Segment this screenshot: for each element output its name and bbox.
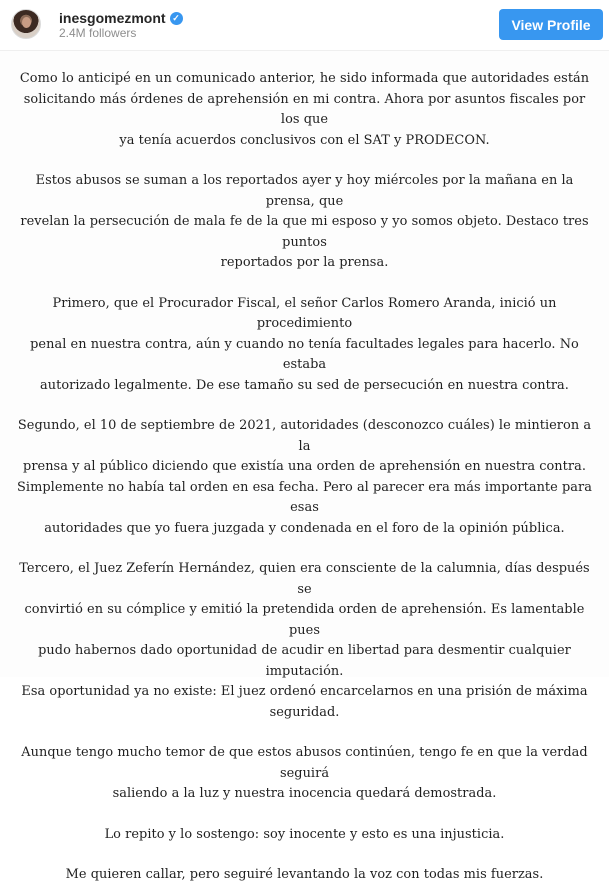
username-row	[59, 9, 183, 27]
statement-paragraph	[14, 171, 595, 274]
statement-line: seguridad.	[269, 704, 340, 720]
post-image	[0, 51, 609, 882]
statement-line: Simplemente no había tal orden en esa fecha. Pero al parecer era más importante para esas	[17, 479, 592, 515]
follower-count: 2.4M followers	[59, 26, 137, 40]
username-link[interactable]: inesgomezmont	[59, 10, 166, 26]
statement-line: Aunque tengo mucho temor de que estos abusos continúen, tengo fe en que la verdad seguirá	[21, 745, 588, 781]
statement-line: prensa y al público diciendo que existía una orden de aprehensión en nuestra contra.	[23, 459, 586, 474]
post-header	[0, 0, 609, 51]
statement-line: saliendo a la luz y nuestra inocencia quedará demostrada.	[112, 786, 497, 801]
statement-line: revelan la persecución de mala fe de la que mi esposo y yo somos objeto. Destaco tres puntos	[20, 214, 589, 250]
avatar-face	[22, 17, 31, 28]
statement-line: solicitando más órdenes de aprehensión en mi contra. Ahora por asuntos fiscales por los que	[23, 91, 586, 127]
statement-text	[14, 69, 595, 886]
statement-line: Lo repito y lo sostengo: soy inocente y esto es una injusticia.	[104, 826, 505, 842]
statement-line: reportados por la prensa.	[220, 255, 389, 270]
statement-paragraph	[14, 743, 595, 805]
statement-line: Como lo anticipé en un comunicado anterior, he sido informada que autoridades están	[19, 71, 590, 86]
statement-line: Segundo, el 10 de septiembre de 2021, autoridades (desconozco cuáles) le mintieron a la	[17, 418, 592, 454]
statement-paragraph	[14, 865, 595, 886]
statement-line: autorizado legalmente. De ese tamaño su sed de persecución en nuestra contra.	[40, 377, 569, 393]
statement-line: pudo habernos dado oportunidad de acudir en libertad para desmentir cualquier imputación.	[38, 643, 571, 679]
statement-line: Me quieren callar, pero seguiré levantando la voz con todas mis fuerzas.	[65, 867, 544, 882]
statement-paragraph	[14, 559, 595, 723]
avatar[interactable]	[11, 9, 41, 39]
statement-line: Esa oportunidad ya no existe: El juez ordenó encarcelarnos en una prisión de máxima	[21, 684, 588, 699]
statement-paragraph	[14, 294, 595, 397]
statement-line: convirtió en su cómplice y emitió la pretendida orden de aprehensión. Es lamentable pues	[24, 602, 585, 638]
statement-paragraph	[14, 69, 595, 151]
statement-line: ya tenía acuerdos conclusivos con el SAT y PRODECON.	[119, 132, 490, 148]
statement-line: autoridades que yo fuera juzgada y condenada en el foro de la opinión pública.	[44, 520, 565, 536]
verified-badge-icon: ✓	[170, 12, 183, 25]
view-profile-button[interactable]: View Profile	[499, 9, 603, 40]
statement-line: Tercero, el Juez Zeferín Hernández, quien era consciente de la calumnia, días después se	[19, 561, 590, 597]
statement-line: Primero, que el Procurador Fiscal, el señor Carlos Romero Aranda, inició un procedimiento	[52, 295, 557, 331]
statement-line: penal en nuestra contra, aún y cuando no tenía facultades legales para hacerlo. No estaba	[30, 336, 579, 372]
statement-paragraph	[14, 416, 595, 539]
statement-paragraph	[14, 825, 595, 846]
statement-line: Estos abusos se suman a los reportados ayer y hoy miércoles por la mañana en la prensa, que	[35, 173, 574, 209]
